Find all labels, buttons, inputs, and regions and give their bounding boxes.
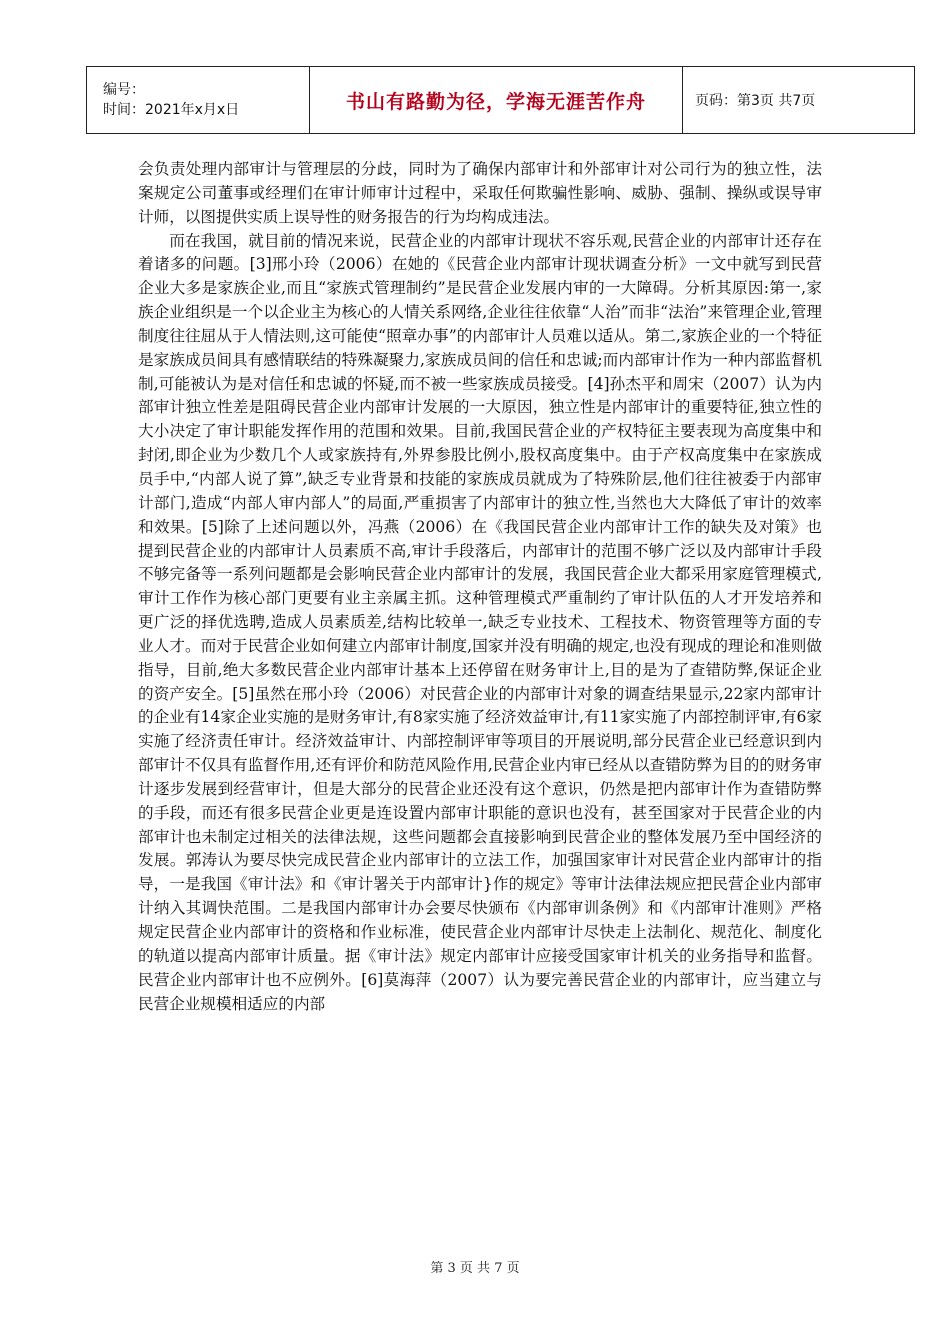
header-page-label: 页码：第3页 共7页 — [683, 67, 915, 134]
body-paragraph-2: 而在我国，就目前的情况来说，民营企业的内部审计现状不容乐观,民营企业的内部审计还存在着诸多的问题。[3]邢小玲（2006）在她的《民营企业内部审计现状调查分析》一文中就写到民营企业大多是家族企业,而且“家族式管理制约”是民营企业发展内审的一大障碍。分析其原因:第一,家族企业组织是一个以企业主为核心的人情关系网络,企业往往依靠“人治”而非“法治”来管理企业,管理制度往往屈从于人情法则,这可能使“照章办事”的内部审计人员难以适从。第二,家族企业的一个特征是家族成员间具有感情联结的特殊凝聚力,家族成员间的信任和忠诚;而内部审计作为一种内部监督机制,可能被认为是对信任和忠诚的怀疑,而不被一些家族成员接受。[4]孙杰平和周宋（2007）认为内部审计独立性差是阻碍民营企业内部审计发展的一大原因，独立性是内部审计的重要特征,独立性的大小决定了审计职能发挥作用的范围和效果。目前,我国民营企业的产权特征主要表现为高度集中和封闭,即企业为少数几个人或家族持有,外界参股比例小,股权高度集中。由于产权高度集中在家族成员手中,“内部人说了算”,缺乏专业背景和技能的家族成员就成为了特殊阶层,他们往往被委于内部审计部门,造成“内部人审内部人”的局面,严重损害了内部审计的独立性,当然也大大降低了审计的效率和效果。[5]除了上述问题以外，冯燕（2006）在《我国民营企业内部审计工作的缺失及对策》也提到民营企业的内部审计人员素质不高,审计手段落后，内部审计的范围不够广泛以及内部审计手段不够完备等一系列问题都是会影响民营企业内部审计的发展，我国民营企业大都采用家庭管理模式,审计工作作为核心部门更要有业主亲属主抓。这种管理模式严重制约了审计队伍的人才开发培养和更广泛的择优选聘,造成人员素质差,结构比较单一,缺乏专业技术、工程技术、物资管理等方面的专业人才。而对于民营企业如何建立内部审计制度,国家并没有明确的规定,也没有现成的理论和准则做指导，目前,绝大多数民营企业内部审计基本上还停留在财务审计上,目的是为了查错防弊,保证企业的资产安全。[5]虽然在邢小玲（2006）对民营企业的内部审计对象的调查结果显示,22家内部审计的企业有14家企业实施的是财务审计,有8家实施了经济效益审计,有11家实施了内部控制评审,有6家实施了经济责任审计。经济效益审计、内部控制评审等项目的开展说明,部分民营企业已经意识到内部审计不仅具有监督作用,还有评价和防范风险作用,民营企业内审已经从以查错防弊为目的的财务审计逐步发展到经营审计，但是大部分的民营企业还没有这个意识，仍然是把内部审计作为查错防弊的手段，而还有很多民营企业更是连设置内部审计职能的意识也没有，甚至国家对于民营企业的内部审计也未制定过相关的法律法规，这些问题都会直接影响到民营企业的整体发展乃至中国经济的发展。郭涛认为要尽快完成民营企业内部审计的立法工作，加强国家审计对民营企业内部审计的指导，一是我国《审计法》和《审计署关于内部审计}作的规定》等审计法律法规应把民营企业内部审计纳入其调快范围。二是我国内部审计办会要尽快颁布《内部审训条例》和《内部审计准则》严格规定民营企业内部审计的资格和作业标准，使民营企业内部审计尽快走上法制化、规范化、制度化的轨道以提高内部审计质量。据《审计法》规定内部审计应接受国家审计机关的业务指导和监督。民营企业内部审计也不应例外。[6]莫海萍（2007）认为要完善民营企业的内部审计，应当建立与民营企业规模相适应的内部 — [138, 231, 822, 1013]
document-time-label: 时间：2021年x月x日 — [103, 102, 240, 118]
document-number-label: 编号： — [103, 82, 145, 98]
page-footer: 第 3 页 共 7 页 — [430, 1261, 520, 1276]
body-paragraph-1: 会负责处理内部审计与管理层的分歧，同时为了确保内部审计和外部审计对公司行为的独立性，法案规定公司董事或经理们在审计师审计过程中，采取任何欺骗性影响、威胁、强制、操纵或误导审计师，以图提供实质上误导性的财务报告的行为均构成违法。 — [138, 160, 822, 226]
document-body — [138, 158, 822, 1016]
header-motto: 书山有路勤为径，学海无涯苦作舟 — [310, 67, 683, 134]
header-table — [86, 66, 915, 134]
header-meta-cell — [87, 67, 310, 134]
